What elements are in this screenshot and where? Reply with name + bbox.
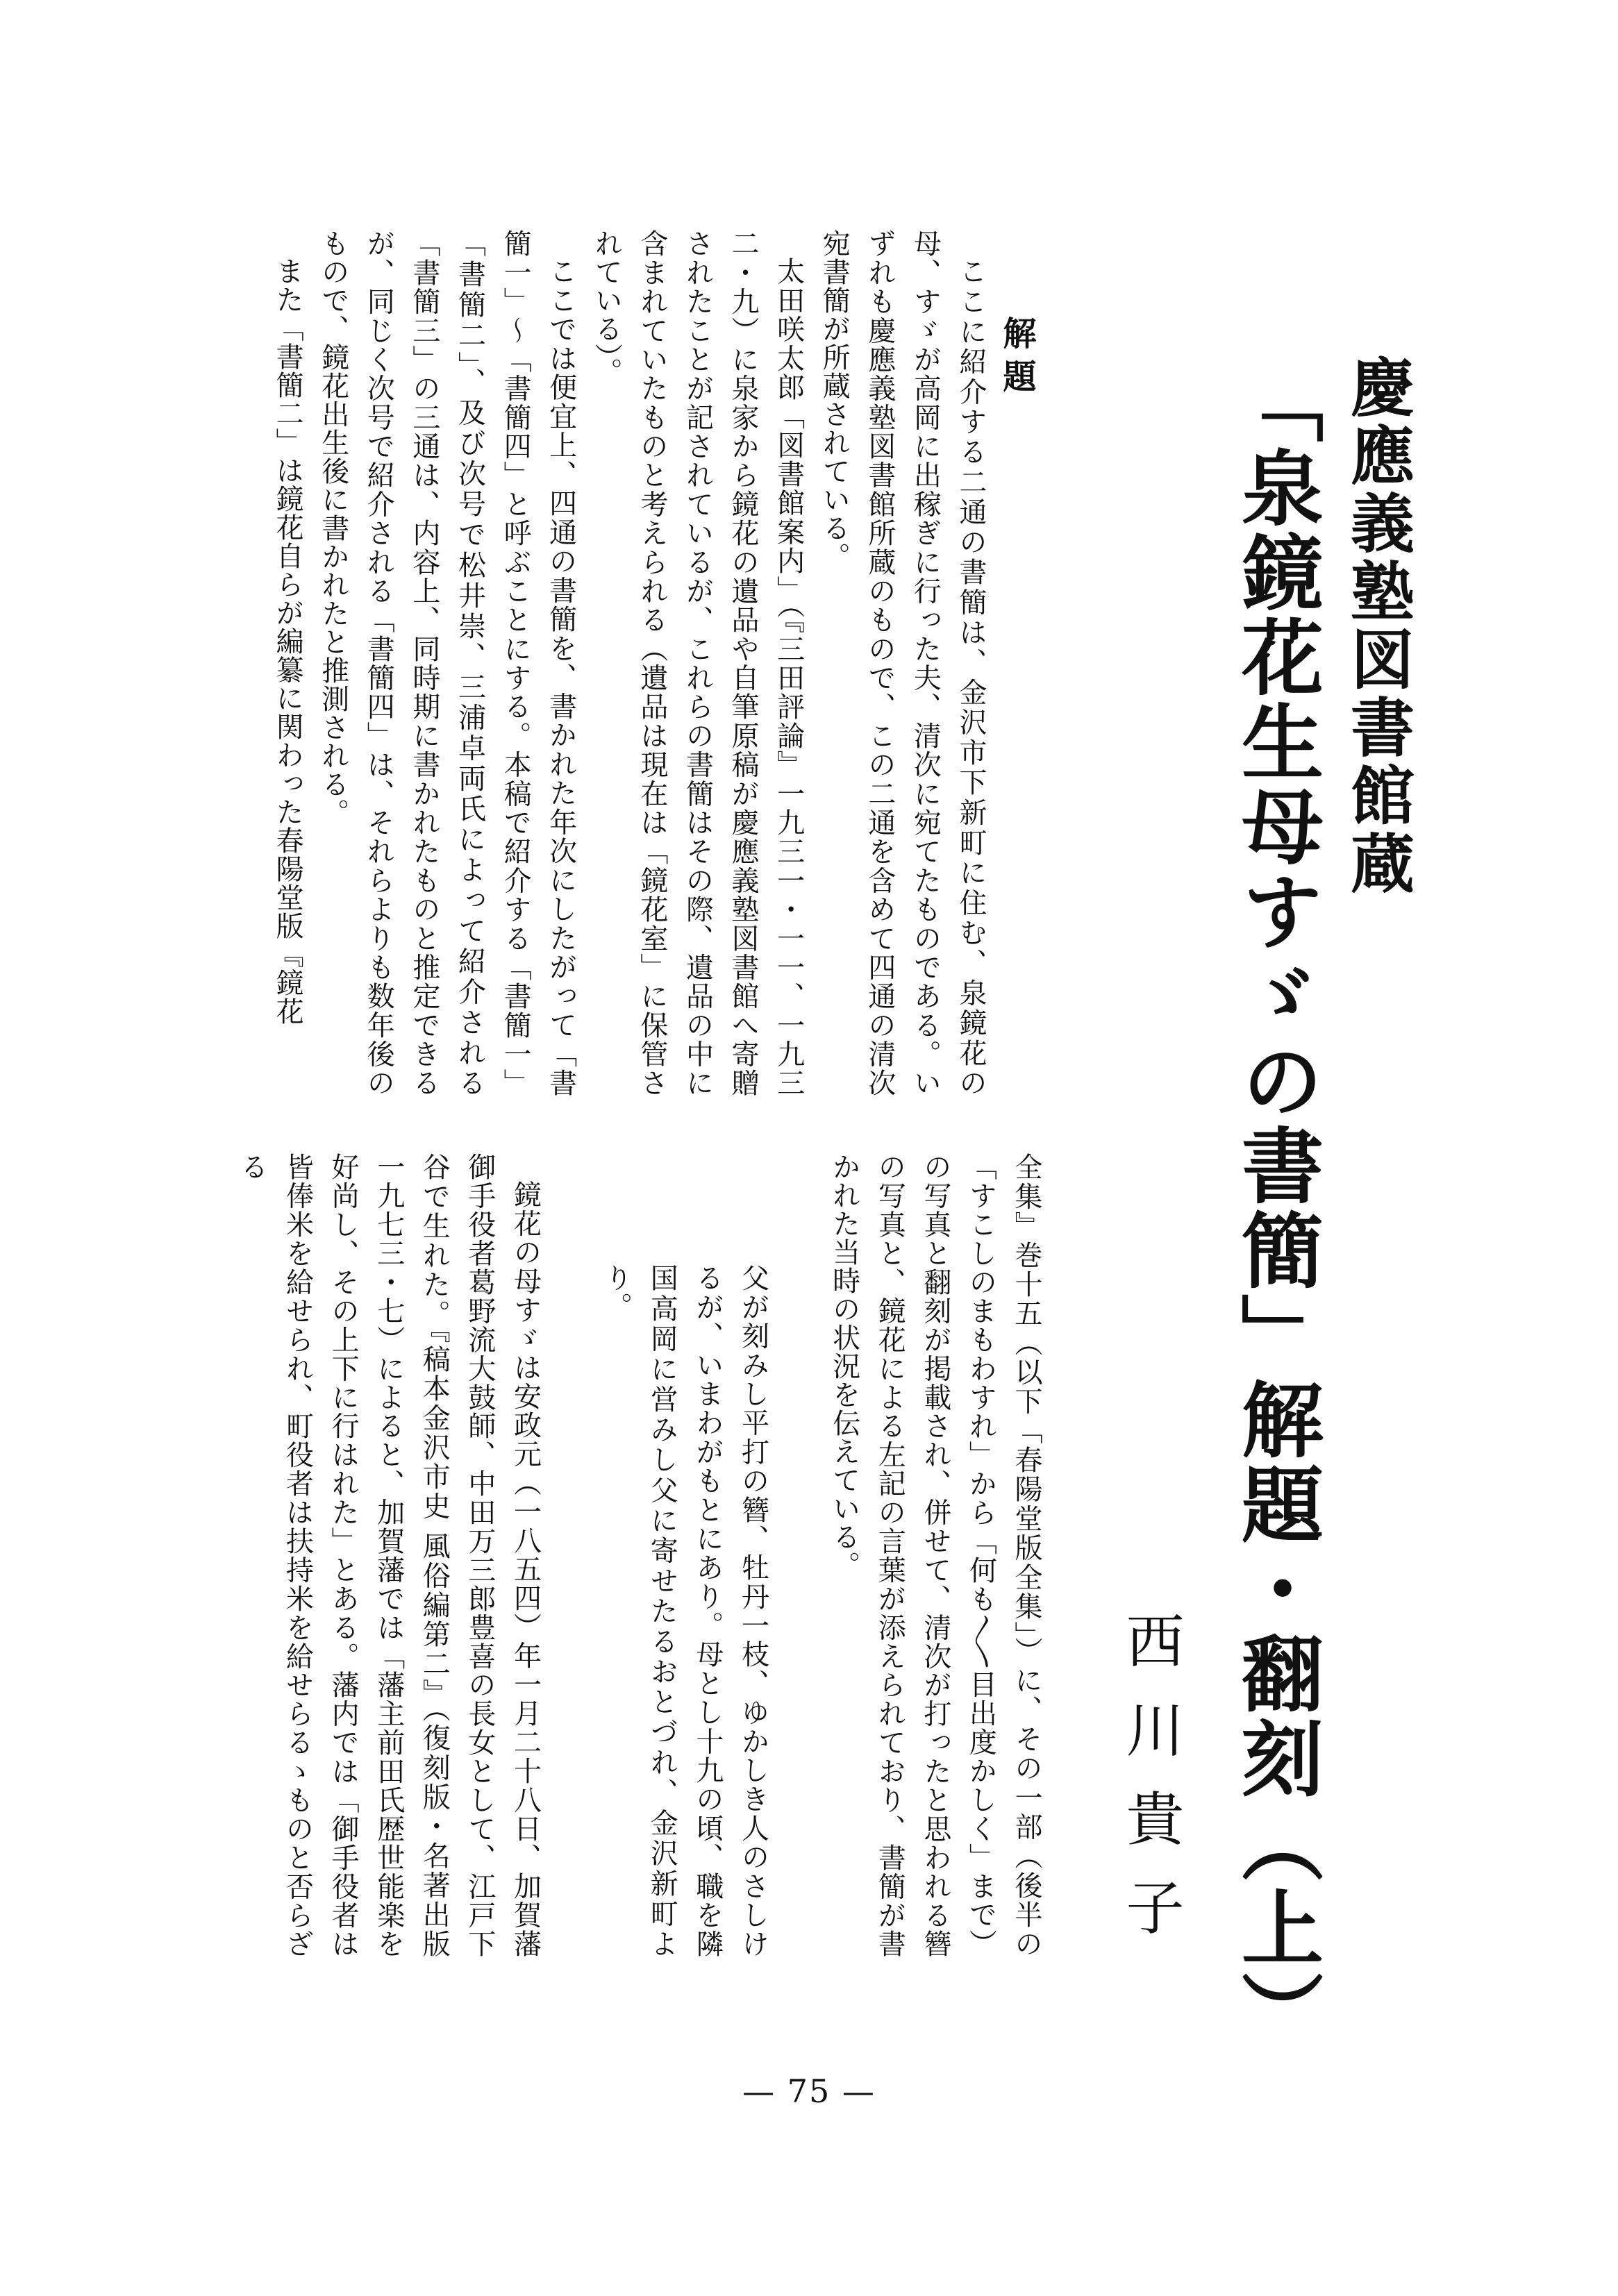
body-lower-block [146,1153,1049,1958]
paragraph: ここに紹介する二通の書簡は、金沢市下新町に住む、泉鏡花の母、すゞが高岡に出稼ぎに行った夫、清次に宛てたものである。いずれも慶應義塾図書館所蔵のもので、この二通を含めて四通の清次宛書簡が所蔵されている。 [818,229,987,1097]
paragraph: ここでは便宜上、四通の書簡を、書かれた年次にしたがって「書簡一」～「書簡四」と呼ぶことにする。本稿で紹介する「書簡一」「書簡二」、及び次号で松井崇、三浦卓両氏によって紹介される「書簡三」の三通は、内容上、同時期に書かれたものと推定できるが、同じく次号で紹介される「書簡四」は、それらよりも数年後のもので、鏡花出生後に書かれたと推測される。 [317,229,577,1097]
title-line-1: 慶應義塾図書館蔵 [1340,354,1415,898]
paragraph-continued: 全集』巻十五（以下「春陽堂版全集」）に、その一部（後半の「すこしのまもわすれ」から「何も〳〵目出度かしく」まで）の写真と翻刻が掲載され、併せて、清次が打ったと思われる簪の写真と、鏡花による左記の言葉が添えられており、書簡が書かれた当時の状況を伝えている。 [828,1153,1042,1958]
body-upper-block [146,229,993,1097]
paragraph: また「書簡二」は鏡花自らが編纂に関わった春陽堂版『鏡花 [272,257,304,1025]
author-name: 西川貴子 [1117,1611,1185,1966]
page-number: — 75 — [742,2072,876,2110]
paragraph: 鏡花の母すゞは安政元（一八五四）年一月二十八日、加賀藩御手役者葛野流大鼓師、中田万三郎豊喜の長女として、江戸下谷で生れた。『稿本金沢市史 風俗編第二』（復刻版・名著出版一九七三・七）によると、加賀藩では「藩主前田氏歴世能楽を好尚し、その上下に行はれた」とある。藩内では「御手役者は皆俸米を給せられ、町役者は扶持米を給せらるゝものと否らざる [235,1153,542,1958]
paragraph: 太田咲太郎「図書館案内」（『三田評論』一九三一・一一、一九三二・九）に泉家から鏡花の遺品や自筆原稿が慶應義塾図書館へ寄贈されたことが記されているが、これらの書簡はその際、遺品の中に含まれていたものと考えられる（遺品は現在は「鏡花室」に保管されている）。 [590,229,805,1097]
section-heading: 解題 [997,316,1036,402]
title-line-2: 「泉鏡花生母すゞの書簡」解題・翻刻（上） [1228,361,1324,2055]
block-quote: 父が刻みし平打の簪、牡丹一枝、ゆかしき人のさしけるが、いまわがもとにあり。母とし十九の頃、職を隣国高岡に営みし父に寄せたるおとづれ、金沢新町より。 [600,1264,769,1959]
